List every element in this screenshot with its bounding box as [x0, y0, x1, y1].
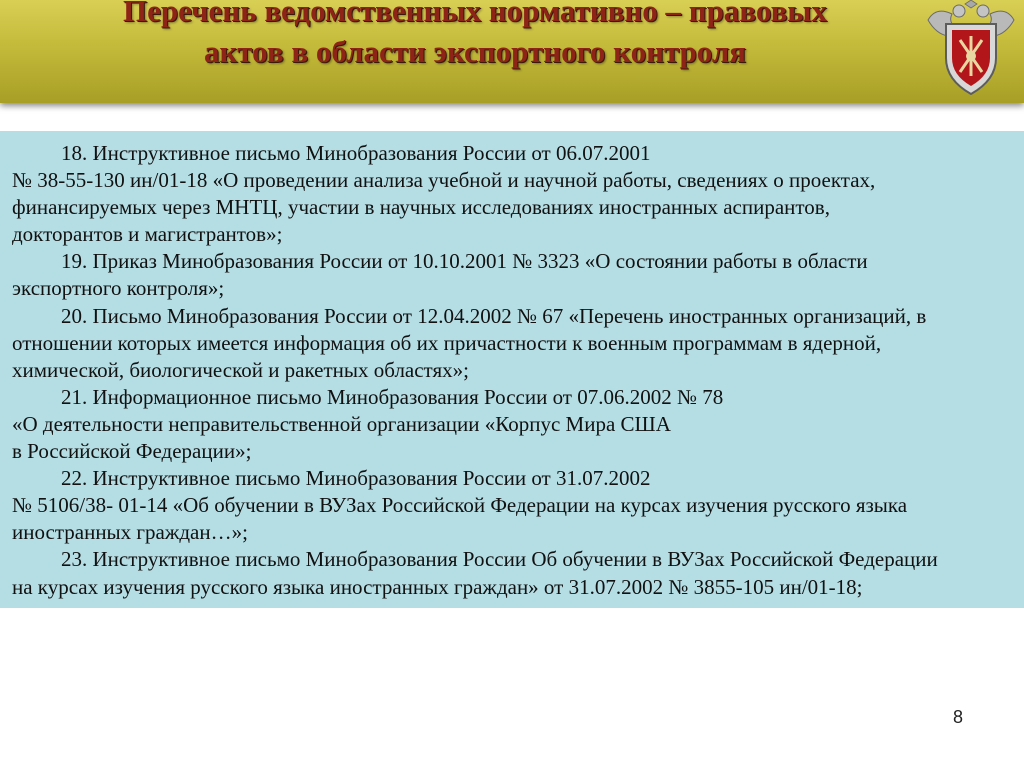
slide-title: [40, 0, 910, 72]
list-item-line: 22. Инструктивное письмо Минобразования России от 31.07.2002: [61, 466, 651, 491]
list-item-line: № 5106/38- 01-14 «Об обучении в ВУЗах Российской Федерации на курсах изучения русского языка: [12, 493, 908, 518]
list-item: [12, 303, 1010, 384]
double-headed-eagle-shield-icon: [918, 0, 1024, 100]
list-item: [12, 384, 1010, 465]
list-item: [12, 140, 1010, 248]
list-item-line: химической, биологической и ракетных областях»;: [12, 357, 469, 382]
list-item-line: 18. Инструктивное письмо Минобразования России от 06.07.2001: [61, 141, 651, 165]
list-item-line: на курсах изучения русского языка иностранных граждан» от 31.07.2002 № 3855-105 ин/01-18;: [12, 574, 863, 599]
list-item-line: экспортного контроля»;: [12, 276, 225, 301]
header-band: [0, 0, 1024, 103]
list-item: [12, 465, 1010, 546]
list-item-line: 23. Инструктивное письмо Минобразования России Об обучении в ВУЗах Российской Федерации: [61, 547, 938, 572]
list-item: [12, 546, 1010, 600]
list-item-line: в Российской Федерации»;: [12, 439, 252, 464]
list-item-line: финансируемых через МНТЦ, участии в научных исследованиях иностранных аспирантов,: [12, 195, 830, 220]
list-item-line: 19. Приказ Минобразования России от 10.10.2001 № 3323 «О состоянии работы в области: [61, 249, 868, 274]
list-item-line: № 38-55-130 ин/01-18 «О проведении анализа учебной и научной работы, сведениях о проектах,: [12, 168, 876, 193]
document-list-panel: [0, 131, 1024, 608]
page-number: 8: [952, 707, 963, 727]
slide-title-line-2: актов в области экспортного контроля: [203, 34, 747, 69]
list-item-line: иностранных граждан…»;: [12, 520, 248, 545]
slide-title-line-1: Перечень ведомственных нормативно – правовых: [122, 0, 828, 28]
list-item-line: 21. Информационное письмо Минобразования России от 07.06.2002 № 78: [61, 384, 724, 409]
list-item-line: 20. Письмо Минобразования России от 12.04.2002 № 67 «Перечень иностранных организаций, в: [61, 303, 927, 328]
list-item: [12, 248, 1010, 302]
list-item-line: «О деятельности неправительственной организации «Корпус Мира США: [12, 411, 671, 436]
list-item-line: отношении которых имеется информация об их причастности к военным программам в ядерной,: [12, 330, 882, 355]
list-item-line: докторантов и магистрантов»;: [12, 222, 283, 247]
